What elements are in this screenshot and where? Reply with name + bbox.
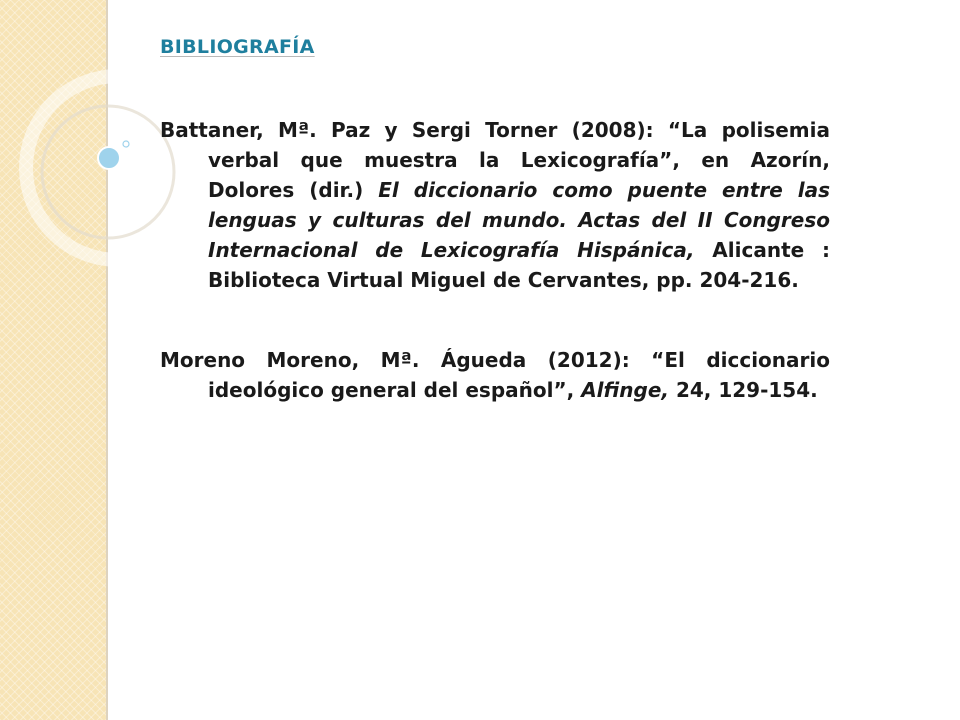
- reference-item-moreno: [160, 345, 830, 405]
- reference-work-title: Alfinge,: [581, 378, 669, 402]
- reference-lead: Battaner, Mª. Paz y Sergi Torner (2008): “La polisemia verbal que muestra la Lexicografía”, en Azorín, Dolores (dir.): [160, 118, 830, 202]
- reference-lead: Moreno Moreno, Mª. Águeda (2012): “El diccionario ideológico general del español”,: [160, 348, 830, 402]
- reference-work-title: El diccionario como puente entre las lenguas y culturas del mundo. Actas del II Congreso Internacional de Lexicografía Hispánica,: [208, 178, 830, 262]
- orb-icon: [98, 147, 120, 169]
- inner-ring-icon: [42, 106, 174, 238]
- reference-tail: 24, 129-154.: [668, 378, 818, 402]
- page-title: BIBLIOGRAFÍA: [160, 36, 315, 58]
- reference-list: [160, 115, 830, 405]
- reference-item-battaner: [160, 115, 830, 295]
- small-dot-icon: [123, 141, 129, 147]
- reference-tail: Alicante : Biblioteca Virtual Miguel de Cervantes, pp. 204-216.: [208, 238, 830, 292]
